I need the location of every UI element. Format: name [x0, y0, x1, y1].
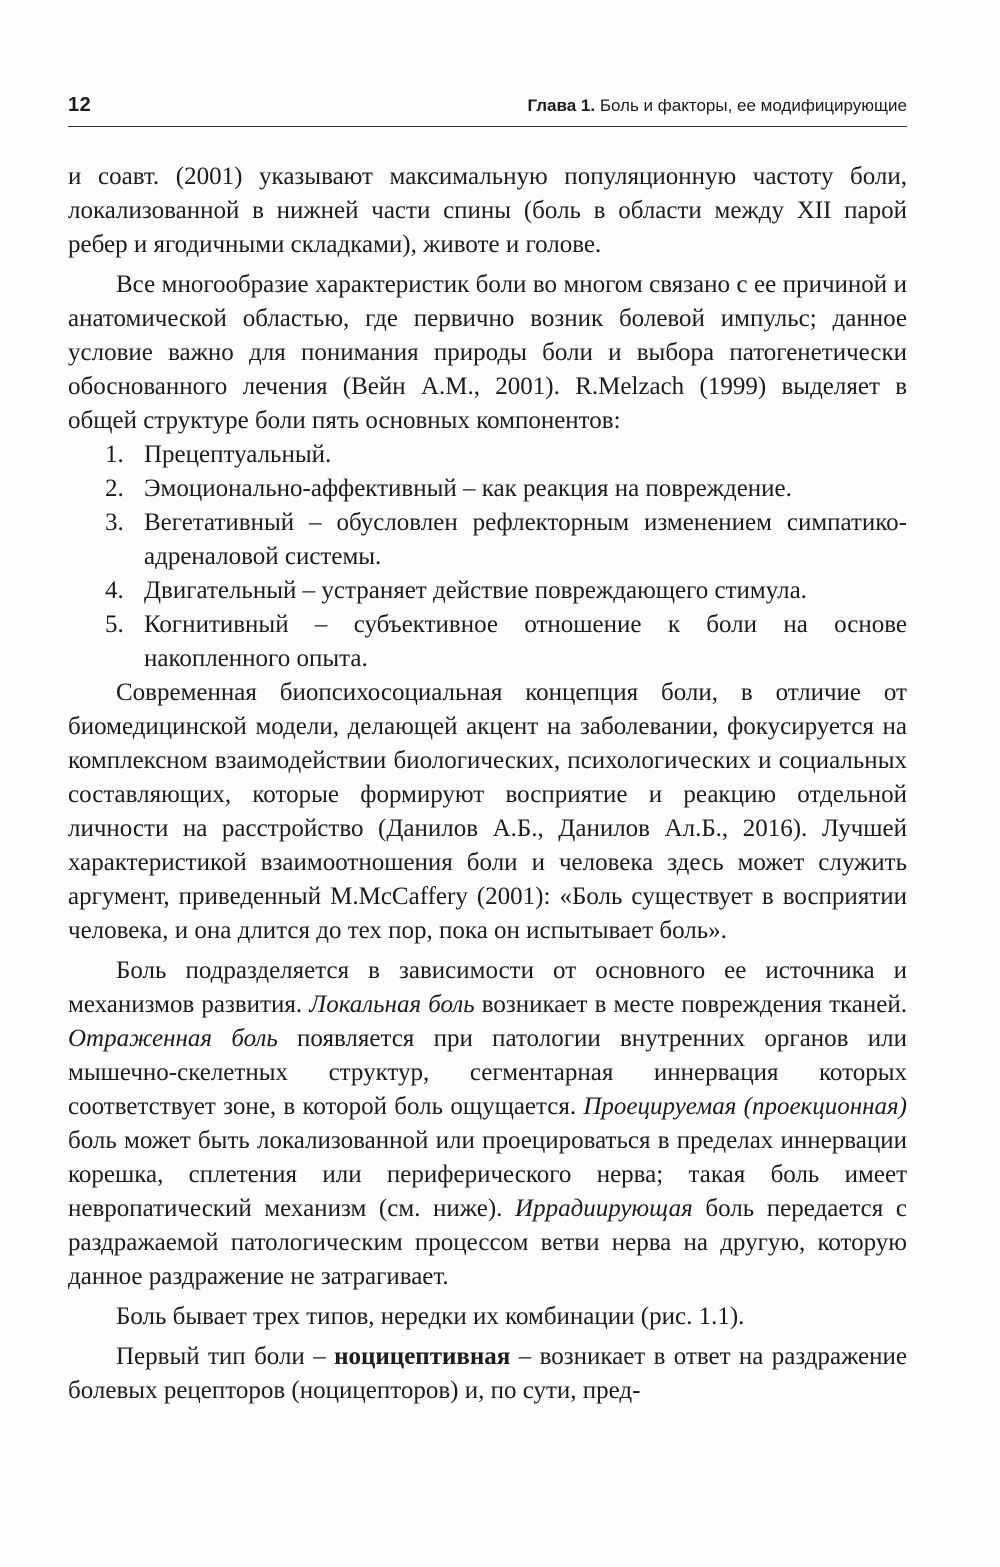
paragraph-3: Современная биопсихосоциальная концепция боли, в отличие от биомедицинской модели, делающей акцент на заболевании, фокусируется на комплексном взаимодействии биологических, психологических и социальных составляющих, которые формируют восприятие и реакцию отдельной личности на расстройство (Данилов А.Б., Данилов Ал.Б., 2016). Лучшей характеристикой взаимоотношения боли и человека здесь может служить аргумент, приведенный M.McCaffery (2001): «Боль существует в восприятии человека, и она длится до тех пор, пока он испытывает боль». [68, 679, 907, 944]
body-text [68, 160, 907, 1408]
text-run: появляется при патологии внутренних органов или мышечно-скелетных структур, сегментарная иннервация которых соответствует зоне, в которой боль ощущается. [68, 1025, 907, 1120]
term-nociceptive: ноцицептивная [334, 1343, 511, 1370]
text-run: боль передается с раздражаемой патологическим процессом ветви нерва на другую, которую данное раздражение не затрагивает. [68, 1195, 907, 1290]
paragraph-5: Боль бывает трех типов, нередки их комбинации (рис. 1.1). [116, 1303, 745, 1330]
text-run: – возникает в ответ на раздражение болевых рецепторов (ноцицепторов) и, по сути, пред- [68, 1343, 908, 1404]
term-referred-pain: Отраженная боль [68, 1025, 278, 1052]
chapter-title [527, 96, 907, 116]
list-text: Прецептуальный. [144, 441, 332, 468]
running-head [68, 94, 907, 124]
term-radiating-pain: Иррадиирующая [515, 1195, 693, 1222]
list-number: 5. [105, 611, 124, 638]
text-run: боль может быть локализованной или проецироваться в пределах иннервации корешка, сплетения или периферического нерва; такая боль имеет невропатический механизм (см. ниже). [68, 1127, 907, 1222]
term-projected-pain: Проецируемая (проекционная) [583, 1093, 907, 1120]
list-item [68, 472, 907, 506]
list-number: 2. [105, 475, 124, 502]
list-number: 1. [105, 441, 124, 468]
text-run: возникает в месте повреждения тканей. [474, 991, 907, 1018]
list-number: 4. [105, 577, 124, 604]
components-list [68, 438, 907, 676]
list-text: Эмоционально-аффективный – как реакция на повреждение. [144, 475, 792, 502]
list-item [68, 506, 907, 574]
list-number: 3. [105, 509, 124, 536]
page-number: 12 [68, 94, 92, 116]
list-text: Двигательный – устраняет действие повреждающего стимула. [144, 577, 807, 604]
list-text: Когнитивный – субъективное отношение к боли на основе накопленного опыта. [144, 611, 907, 672]
chapter-title-text: Боль и факторы, ее модифицирующие [595, 96, 907, 115]
paragraph-2: Все многообразие характеристик боли во многом связано с ее причиной и анатомической областью, где первично возник болевой импульс; данное условие важно для понимания природы боли и выбора патогенетически обоснованного лечения (Вейн А.М., 2001). R.Melzach (1999) выделяет в общей структуре боли пять основных компонентов: [68, 271, 907, 434]
list-item [68, 438, 907, 472]
term-local-pain: Локальная боль [309, 991, 475, 1018]
paragraph-6 [68, 1340, 907, 1408]
header-rule [68, 126, 907, 127]
chapter-label: Глава 1. [527, 96, 596, 115]
text-run: Боль подразделяется в зависимости от основного ее источника и механизмов развития. [68, 957, 907, 1018]
paragraph-4 [68, 954, 907, 1294]
paragraph-1: и соавт. (2001) указывают максимальную популяционную частоту боли, локализованной в нижней части спины (боль в области между XII парой ребер и ягодичными складками), животе и голове. [68, 163, 907, 258]
list-item [68, 608, 907, 676]
list-item [68, 574, 907, 608]
text-run: Первый тип боли – [116, 1343, 335, 1370]
list-text: Вегетативный – обусловлен рефлекторным изменением симпатико-адреналовой системы. [144, 509, 907, 570]
